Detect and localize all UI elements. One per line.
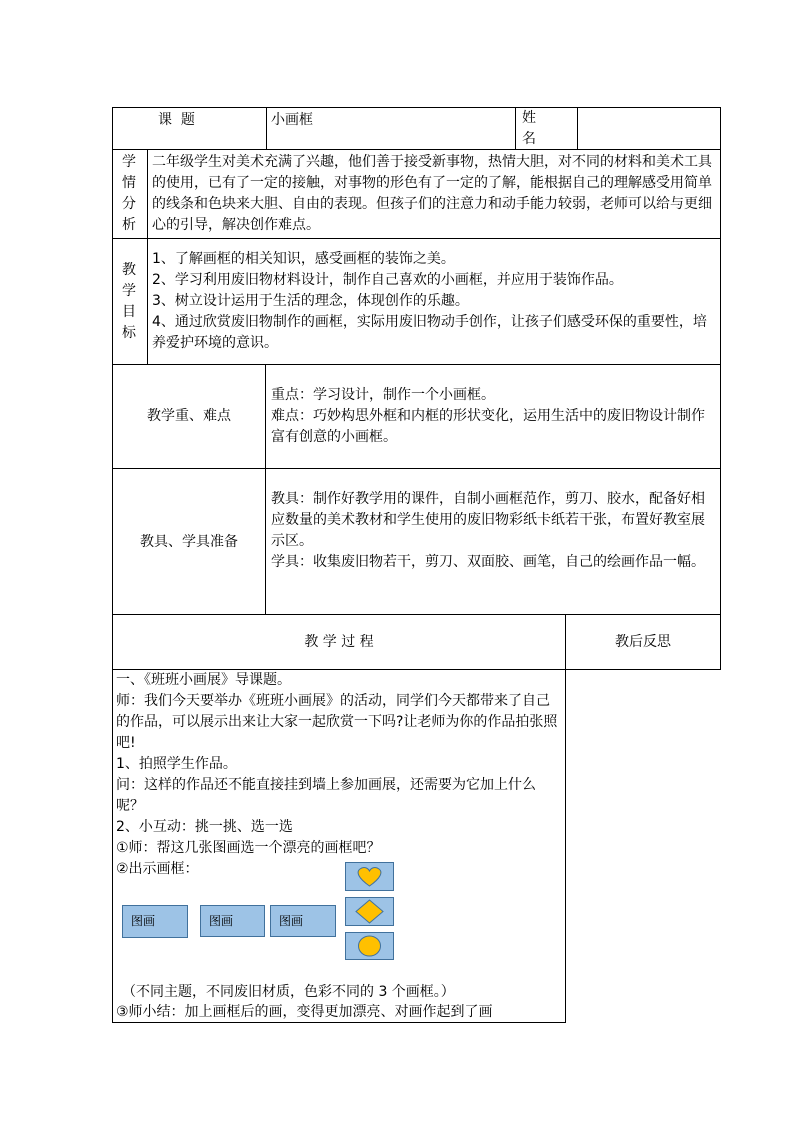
goals-label-char: 标: [122, 325, 136, 341]
picture-label: 图画: [279, 914, 304, 928]
goals-label-char: 教: [122, 262, 136, 278]
heart-icon: [346, 863, 393, 890]
divider-after-goals: [112, 364, 721, 365]
key-points-label: 教学重、难点: [147, 408, 231, 424]
picture-sample: [200, 905, 265, 937]
picture-sample: [122, 905, 188, 938]
process-line: 一、《班班小画展》导课题。: [116, 672, 291, 688]
topic-col-divider: [266, 107, 267, 150]
analysis-label: [118, 152, 140, 236]
goals-label-char: 目: [122, 304, 136, 320]
focus-text: 重点：学习设计，制作一个小画框。: [271, 387, 495, 403]
topic-label: 课 题: [158, 112, 195, 128]
process-line: 师：我们今天要举办《班班小画展》的活动，同学们今天都带来了自己的作品，可以展示出来让大家一起欣赏一下吗?让老师为你的作品拍张照吧!: [116, 693, 558, 751]
goal-item: 2、学习利用废旧物材料设计，制作自己喜欢的小画框，并应用于装饰作品。: [152, 272, 623, 288]
picture-label: 图画: [131, 914, 156, 928]
name-label-col-left: [515, 107, 516, 150]
picture-sample: [270, 905, 336, 937]
reflection-col-divider: [565, 614, 566, 1023]
heart-frame: [345, 862, 394, 891]
goals-label: [118, 260, 140, 344]
divider-after-topic: [112, 149, 721, 150]
reflection-header: 教后反思: [615, 634, 671, 650]
table-border-right: [720, 107, 721, 614]
materials-label: 教具、学具准备: [140, 534, 238, 550]
goal-item: 1、了解画框的相关知识，感受画框的装饰之美。: [152, 251, 455, 267]
wide-label-col-divider: [265, 364, 266, 615]
circle-frame: [345, 932, 394, 960]
name-label-bottom: 名: [522, 131, 536, 147]
analysis-label-char: 情: [122, 175, 136, 191]
reflection-col-right: [720, 614, 721, 670]
goal-item: 3、树立设计运用于生活的理念，体现创作的乐趣。: [152, 293, 469, 309]
process-line: ①师：帮这几张图画选一个漂亮的画框吧？: [116, 840, 381, 856]
picture-label: 图画: [209, 914, 234, 928]
process-line: 问：这样的作品还不能直接挂到墙上参加画展，还需要为它加上什么呢？: [116, 777, 536, 814]
goals-label-char: 学: [122, 283, 136, 299]
process-line: 2、小互动：挑一挑、选一选: [116, 819, 293, 835]
name-label-col-right: [577, 107, 578, 150]
analysis-text: 二年级学生对美术充满了兴趣，他们善于接受新事物，热情大胆，对不同的材料和美术工具的使用，已有了一定的接触，对事物的形色有了一定的了解，能根据自己的理解感受用简单的线条和色块来大胆、自由的表现。但孩子们的注意力和动手能力较弱，老师可以给与更细心的引导，解决创作难点。: [152, 154, 712, 233]
teacher-materials-text: 教具：制作好教学用的课件，自制小画框范作，剪刀、胶水，配备好相应数量的美术教材和学生使用的废旧物彩纸卡纸若干张，布置好教室展示区。: [271, 491, 705, 549]
analysis-label-char: 分: [122, 196, 136, 212]
table-border-left: [112, 107, 113, 1023]
topic-value: 小画框: [271, 112, 313, 128]
analysis-label-char: 析: [122, 217, 136, 233]
goal-item: 4、通过欣赏废旧物制作的画框，实际用废旧物动手创作，让孩子们感受环保的重要性，培养爱护环境的意识。: [152, 314, 707, 351]
process-body: [116, 670, 562, 880]
student-materials-text: 学具：收集废旧物若干，剪刀、双面胶、画笔，自己的绘画作品一幅。: [271, 554, 705, 570]
process-line: 1、拍照学生作品。: [116, 756, 237, 772]
circle-icon: [346, 933, 393, 959]
divider-after-analysis: [112, 238, 721, 239]
difficulty-text: 难点：巧妙构思外框和内框的形状变化，运用生活中的废旧物设计制作富有创意的小画框。: [271, 408, 705, 445]
process-line: ②出示画框：: [116, 861, 199, 877]
diamond-icon: [346, 898, 393, 925]
divider-after-materials: [112, 614, 721, 615]
analysis-label-char: 学: [122, 154, 136, 170]
table-border-top: [112, 107, 721, 108]
frames-note: （不同主题，不同废旧材质，色彩不同的 3 个画框。）: [122, 984, 455, 1000]
materials-content: [271, 489, 718, 573]
name-label-top: 姓: [522, 110, 536, 126]
process-summary: ③师小结：加上画框后的画，变得更加漂亮、对画作起到了画: [116, 1004, 493, 1020]
goals-list: [152, 249, 718, 354]
diamond-frame: [345, 897, 394, 926]
process-header: 教 学 过 程: [304, 634, 374, 650]
key-points-content: [271, 385, 718, 448]
narrow-label-col-divider: [147, 149, 148, 365]
divider-after-keypoints: [112, 468, 721, 469]
